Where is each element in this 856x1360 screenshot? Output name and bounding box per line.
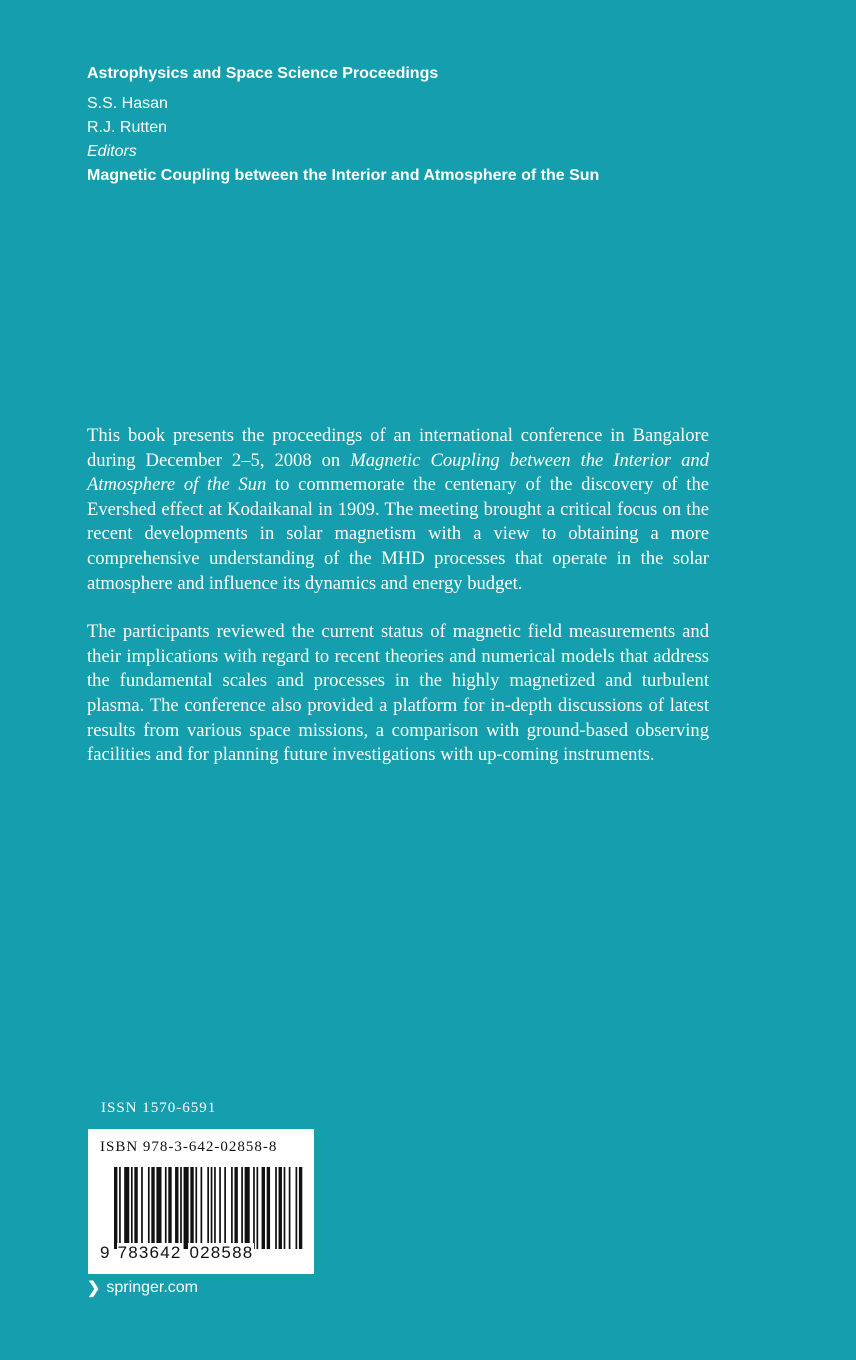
publisher-website: springer.com (106, 1279, 198, 1296)
barcode-bar (214, 1167, 216, 1249)
ean-right-group: 028588 (189, 1243, 254, 1262)
ean-left-group: 783642 (117, 1243, 182, 1262)
editors-label: Editors (87, 143, 137, 160)
barcode-bar (124, 1167, 129, 1249)
barcode-bar (296, 1167, 298, 1249)
barcode-bar (289, 1167, 291, 1249)
book-title: Magnetic Coupling between the Interior and Atmosphere of the Sun (87, 167, 600, 184)
barcode-bar (134, 1167, 137, 1249)
barcode-bar (245, 1167, 250, 1249)
blurb-p1-italic-title: Magnetic Coupling between the Interior and Atmosphere of the Sun (87, 449, 710, 496)
ean-digits (100, 1243, 310, 1263)
barcode-bar (195, 1167, 197, 1249)
blurb-p1-start: This book presents the proceedings of an international conference in Bangalore during December 2–5, 2008 on (87, 425, 709, 471)
barcode-bar (156, 1167, 161, 1249)
barcode-bar (165, 1167, 167, 1249)
barcode-bar (279, 1167, 282, 1249)
chevron-right-icon: ❯ (87, 1280, 101, 1297)
barcode-bar (180, 1167, 182, 1249)
isbn-text: ISBN 978-3-642-02858-8 (100, 1139, 278, 1155)
barcode-bar (241, 1167, 243, 1249)
blurb-p1-end: to commemorate the centenary of the discovery of the Evershed effect at Kodaikanal in 1909. The meeting brought a critical focus on the recent developments in solar magnetism with a view to obtaining a more comprehensive understanding of the MHD processes that operate in the solar atmosphere and influence its dynamics and energy budget. (87, 474, 709, 594)
barcode-bar (219, 1167, 221, 1249)
barcode-bars (114, 1167, 304, 1249)
barcode-bar (184, 1167, 189, 1249)
barcode-bar (257, 1167, 259, 1249)
barcode-bar (262, 1167, 265, 1249)
barcode-bar (284, 1167, 286, 1249)
barcode-bar (175, 1167, 178, 1249)
barcode-bar (119, 1167, 121, 1249)
barcode-bar (267, 1167, 270, 1249)
barcode-bar (168, 1167, 171, 1249)
barcode-bar (299, 1167, 302, 1249)
barcode-bar (211, 1167, 213, 1249)
barcode-bar (114, 1167, 117, 1249)
barcode-bar (141, 1167, 143, 1249)
blurb (87, 424, 709, 792)
editor-name-1: S.S. Hasan (87, 95, 168, 112)
barcode-bar (234, 1167, 237, 1249)
barcode-bar (148, 1167, 150, 1249)
barcode-bar (207, 1167, 209, 1249)
barcode-bar (201, 1167, 203, 1249)
blurb-paragraph-1 (87, 424, 709, 596)
barcode-bar (224, 1167, 226, 1249)
cover-header (87, 62, 787, 188)
barcode-bar (231, 1167, 233, 1249)
blurb-paragraph-2: The participants reviewed the current status of magnetic field measurements and their implications with regard to recent theories and numerical models that address the fundamental scales and processes in the highly magnetized and turbulent plasma. The conference also provided a platform for in-depth discussions of latest results from various space missions, a comparison with ground-based observing facilities and for planning future investigations with up-coming instruments. (87, 621, 709, 766)
publisher-footer (87, 1278, 198, 1298)
series-title: Astrophysics and Space Science Proceedings (87, 65, 439, 82)
issn: ISSN 1570-6591 (101, 1100, 217, 1116)
ean-first-digit: 9 (100, 1243, 111, 1262)
editor-name-2: R.J. Rutten (87, 119, 168, 136)
barcode-bar (190, 1167, 193, 1249)
barcode-bar (131, 1167, 133, 1249)
barcode-bar (151, 1167, 154, 1249)
barcode-bar (275, 1167, 277, 1249)
barcode-bar (253, 1167, 255, 1249)
barcode-box (88, 1129, 314, 1274)
